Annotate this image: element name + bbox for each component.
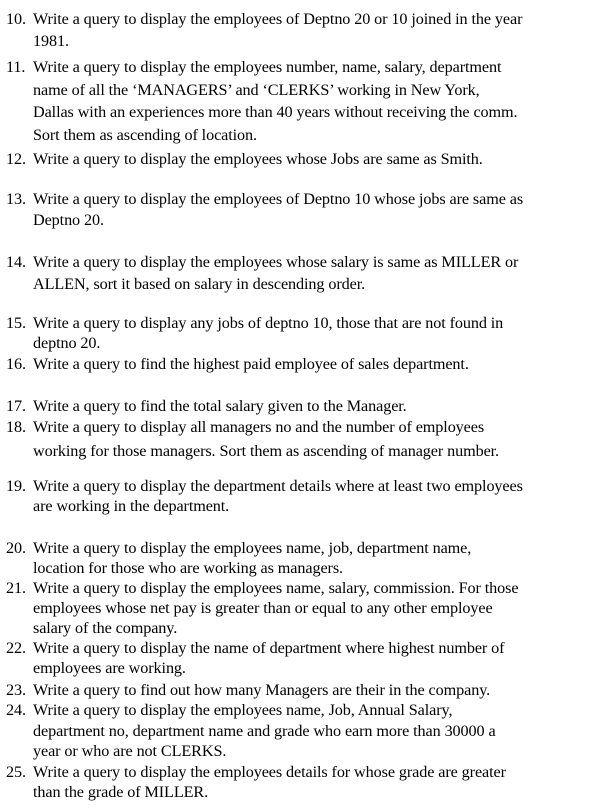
- question-line: Write a query to display the employees whose Jobs are same as Smith.: [33, 150, 483, 168]
- question-18: [6, 415, 596, 463]
- question-12: [6, 148, 596, 170]
- question-line: Write a query to find the total salary given to the Manager.: [33, 397, 407, 415]
- question-number: 23.: [6, 681, 26, 699]
- question-number: 15.: [6, 314, 26, 332]
- question-line: Sort them as ascending of location.: [33, 125, 257, 144]
- question-number: 21.: [6, 579, 26, 597]
- question-line: Write a query to find out how many Managers are their in the company.: [33, 681, 491, 699]
- question-number: 19.: [6, 477, 26, 495]
- question-23: [6, 680, 596, 700]
- question-line: Write a query to display the employees number, name, salary, department: [33, 58, 502, 76]
- question-line: are working in the department.: [33, 497, 230, 515]
- question-line: salary of the company.: [33, 619, 178, 637]
- question-number: 14.: [6, 253, 26, 271]
- question-line: department no, department name and grade who earn more than 30000 a: [33, 721, 496, 740]
- question-16: [6, 353, 596, 375]
- question-line: Write a query to display the employees whose salary is same as MILLER or: [33, 253, 519, 271]
- question-line: Write a query to display all managers no and the number of employees: [33, 418, 485, 436]
- question-line: Write a query to display the employees name, salary, commission. For those: [33, 579, 519, 597]
- question-line: Write a query to display the name of department where highest number of: [33, 639, 505, 657]
- question-line: ALLEN, sort it based on salary in descending order.: [33, 275, 366, 293]
- question-14: [6, 251, 596, 295]
- question-line: Write a query to display the employees details for whose grade are greater: [33, 763, 506, 781]
- question-line: Write a query to display the employees of Deptno 10 whose jobs are same as: [33, 190, 524, 208]
- question-number: 12.: [6, 150, 26, 168]
- question-number: 24.: [6, 701, 26, 719]
- question-line: year or who are not CLERKS.: [33, 742, 227, 760]
- question-line: employees are working.: [33, 659, 186, 677]
- question-line: Write a query to display the employees name, job, department name,: [33, 539, 472, 557]
- question-line: Write a query to display the employees of Deptno 20 or 10 joined in the year: [33, 10, 523, 28]
- question-number: 16.: [6, 355, 26, 373]
- question-line: Write a query to display the employees name, Job, Annual Salary,: [33, 701, 453, 719]
- question-20: [6, 538, 596, 578]
- question-number: 10.: [6, 10, 26, 28]
- question-11: [6, 56, 596, 146]
- question-21: [6, 578, 596, 638]
- question-22: [6, 638, 596, 678]
- question-25: [6, 762, 596, 802]
- question-17: [6, 395, 596, 417]
- question-line: Dallas with an experiences more than 40 years without receiving the comm.: [33, 103, 518, 121]
- question-number: 25.: [6, 763, 26, 781]
- question-number: 11.: [6, 58, 26, 76]
- question-number: 13.: [6, 190, 26, 208]
- question-number: 18.: [6, 418, 26, 436]
- question-line: Deptno 20.: [33, 211, 104, 229]
- question-15: [6, 313, 596, 353]
- question-line: Write a query to display the department details where at least two employees: [33, 477, 523, 495]
- question-24: [6, 700, 596, 762]
- question-number: 22.: [6, 639, 26, 657]
- question-line: 1981.: [33, 32, 69, 50]
- question-line: name of all the ‘MANAGERS’ and ‘CLERKS’ working in New York,: [33, 80, 480, 99]
- question-13: [6, 189, 596, 231]
- question-line: deptno 20.: [33, 334, 101, 352]
- question-line: working for those managers. Sort them as ascending of manager number.: [33, 442, 500, 460]
- question-number: 20.: [6, 539, 26, 557]
- question-19: [6, 476, 596, 516]
- question-line: employees whose net pay is greater than or equal to any other employee: [33, 599, 493, 617]
- question-line: location for those who are working as managers.: [33, 559, 343, 577]
- question-line: than the grade of MILLER.: [33, 783, 209, 801]
- question-line: Write a query to display any jobs of deptno 10, those that are not found in: [33, 314, 504, 332]
- question-line: Write a query to find the highest paid employee of sales department.: [33, 355, 469, 373]
- question-number: 17.: [6, 397, 26, 415]
- question-10: [6, 8, 596, 52]
